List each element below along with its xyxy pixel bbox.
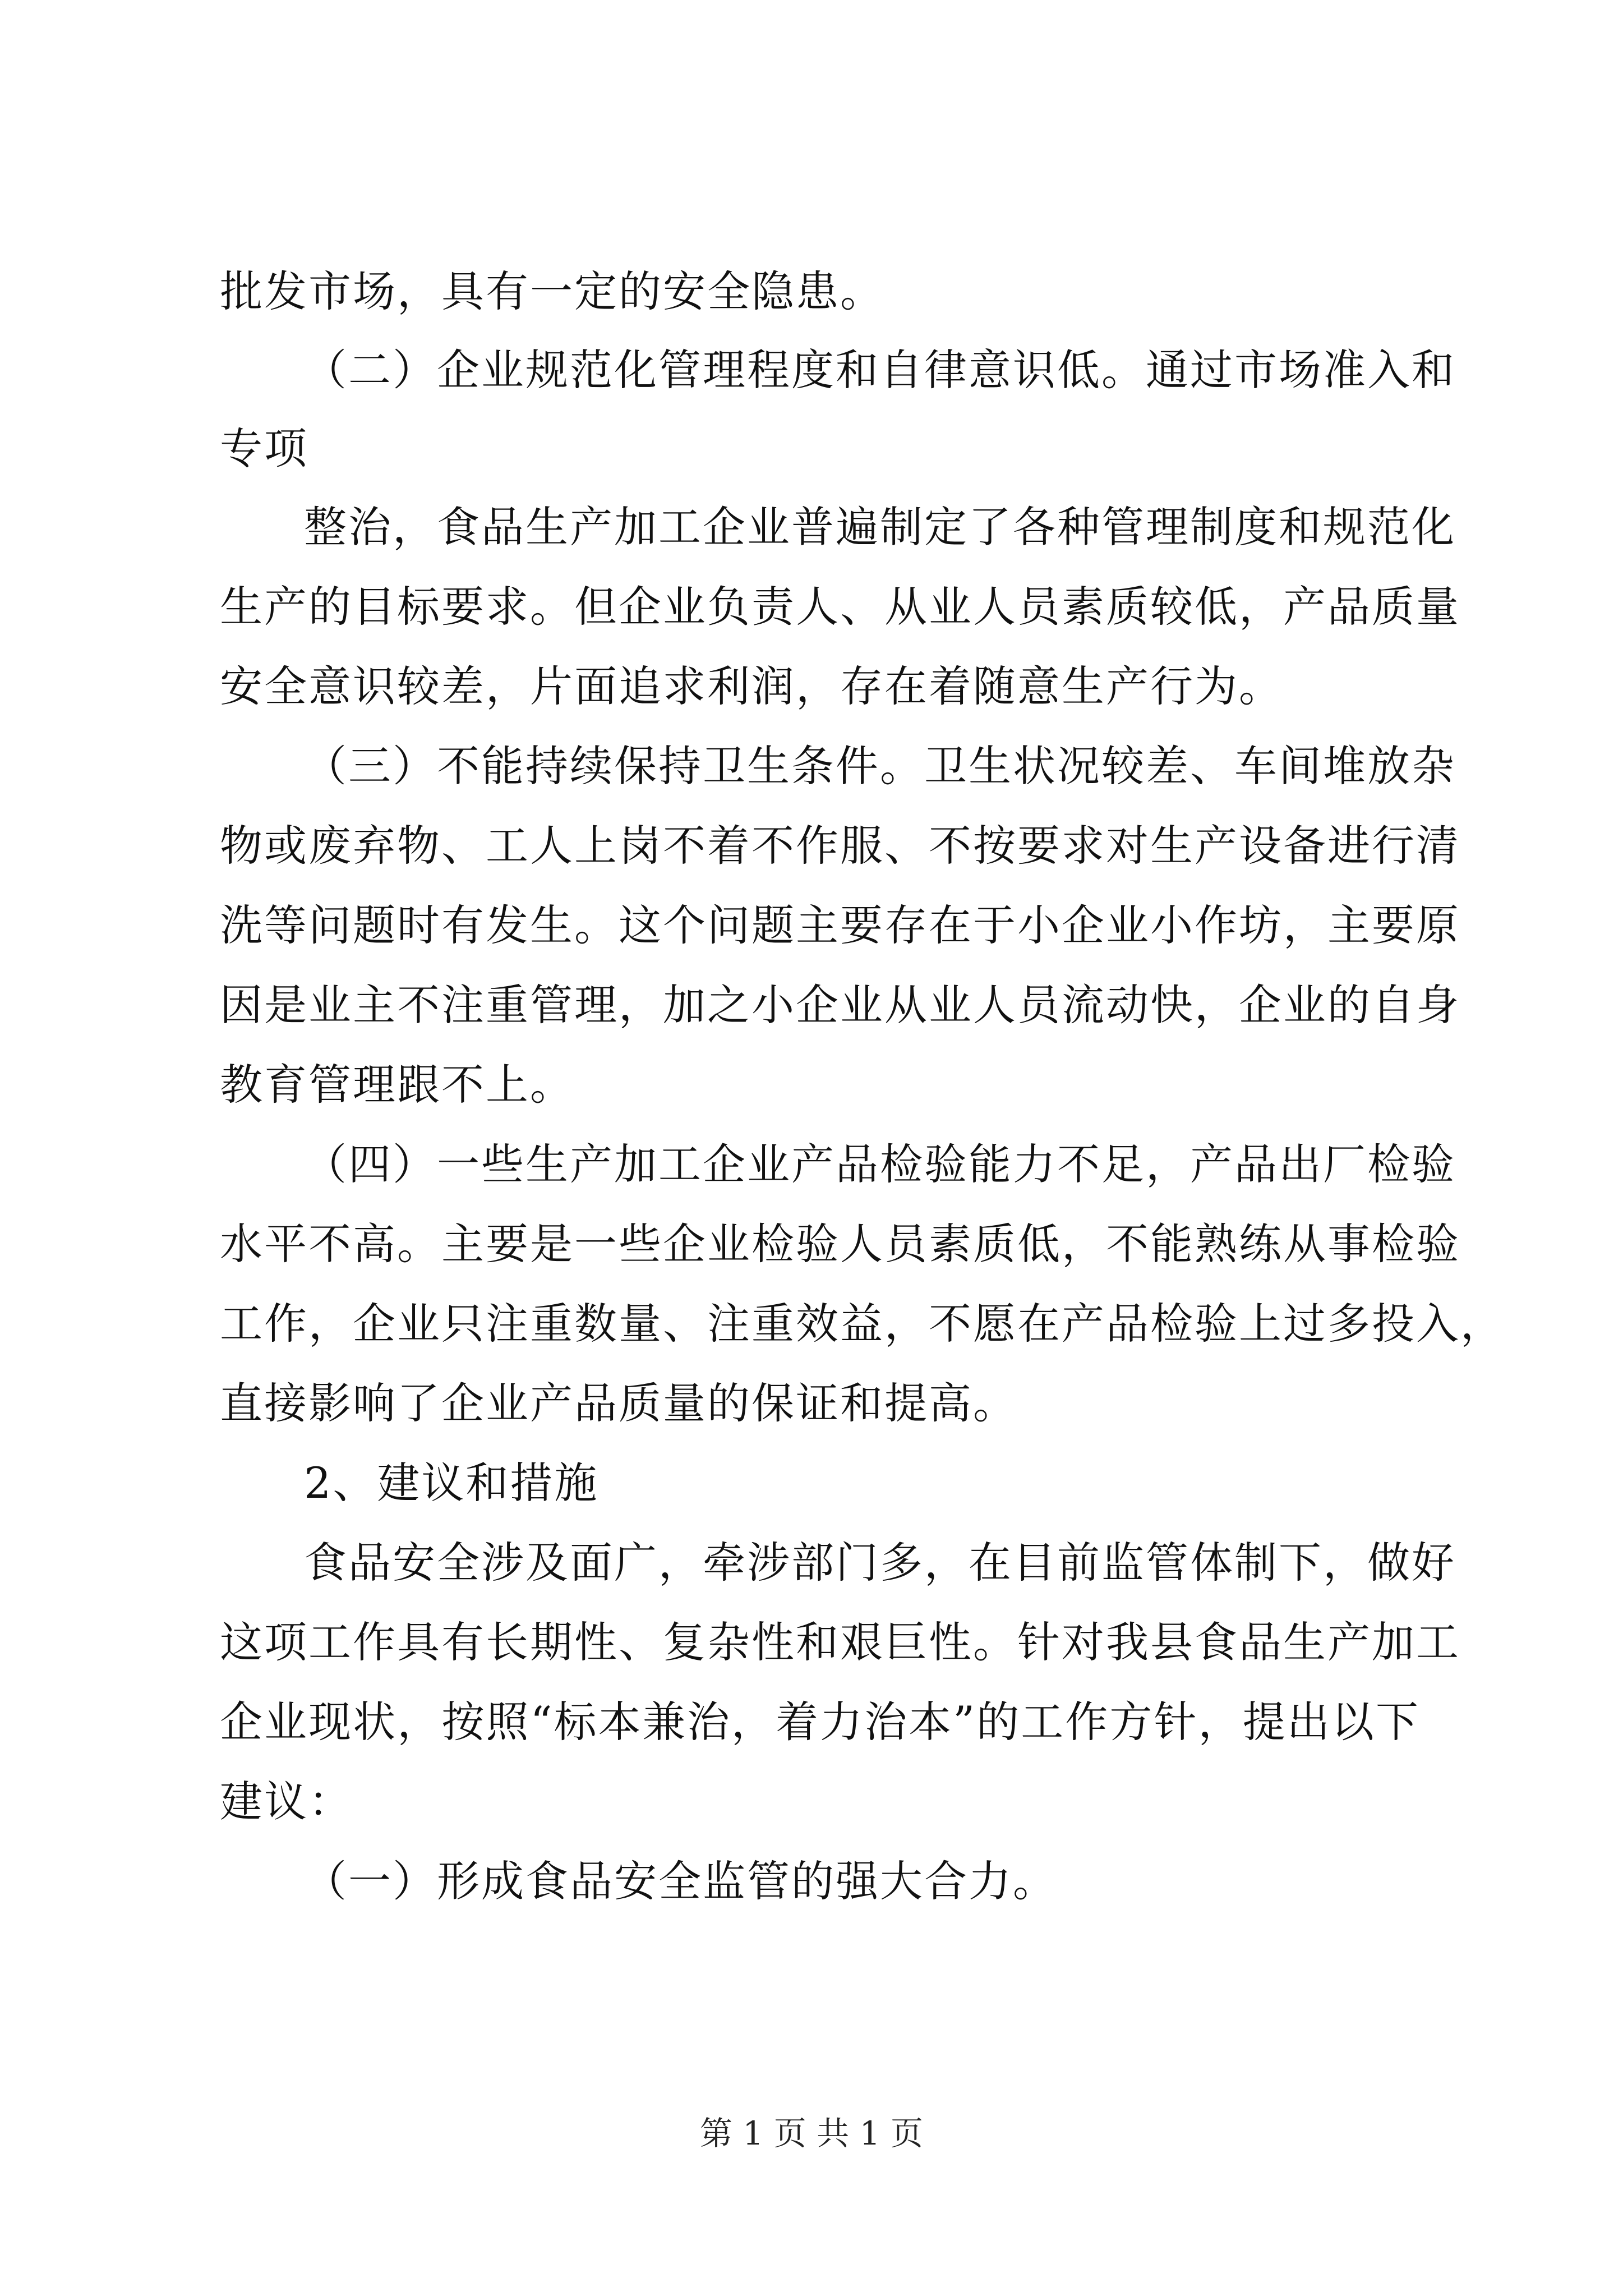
section-heading: 2、建议和措施 (304, 1458, 599, 1508)
text-line: 洗等问题时有发生。这个问题主要存在于小企业小作坊，主要原 (220, 900, 1460, 950)
text-line: 批发市场，具有一定的安全隐患。 (220, 266, 884, 316)
text-line: 这项工作具有长期性、复杂性和艰巨性。针对我县食品生产加工 (220, 1617, 1460, 1667)
text-line: 水平不高。主要是一些企业检验人员素质低，不能熟练从事检验 (220, 1219, 1460, 1269)
text-line: （一）形成食品安全监管的强大合力。 (304, 1856, 1057, 1906)
text-line: （四）一些生产加工企业产品检验能力不足，产品出厂检验 (304, 1139, 1456, 1189)
page-number-footer: 第 1 页 共 1 页 (700, 2114, 923, 2152)
text-line: 专项 (220, 424, 308, 473)
text-line: 教育管理跟不上。 (220, 1060, 574, 1110)
text-line: （三）不能持续保持卫生条件。卫生状况较差、车间堆放杂 (304, 741, 1456, 791)
text-line: 企业现状，按照“标本兼治，着力治本”的工作方针，提出以下 (220, 1697, 1420, 1747)
text-line: 物或废弃物、工人上岗不着不作服、不按要求对生产设备进行清 (220, 821, 1460, 871)
text-line: 工作，企业只注重数量、注重效益，不愿在产品检验上过多投入， (220, 1299, 1505, 1349)
text-line: 因是业主不注重管理，加之小企业从业人员流动快，企业的自身 (220, 980, 1460, 1030)
text-line: （二）企业规范化管理程度和自律意识低。通过市场准入和 (304, 345, 1456, 395)
text-line: 建议： (220, 1777, 353, 1826)
text-line: 整治，食品生产加工企业普遍制定了各种管理制度和规范化 (304, 502, 1456, 552)
text-line: 生产的目标要求。但企业负责人、从业人员素质较低，产品质量 (220, 582, 1460, 632)
text-line: 直接影响了企业产品质量的保证和提高。 (220, 1378, 1017, 1428)
text-line: 食品安全涉及面广，牵涉部门多，在目前监管体制下，做好 (304, 1538, 1456, 1588)
text-line: 安全意识较差，片面追求利润，存在着随意生产行为。 (220, 661, 1283, 711)
